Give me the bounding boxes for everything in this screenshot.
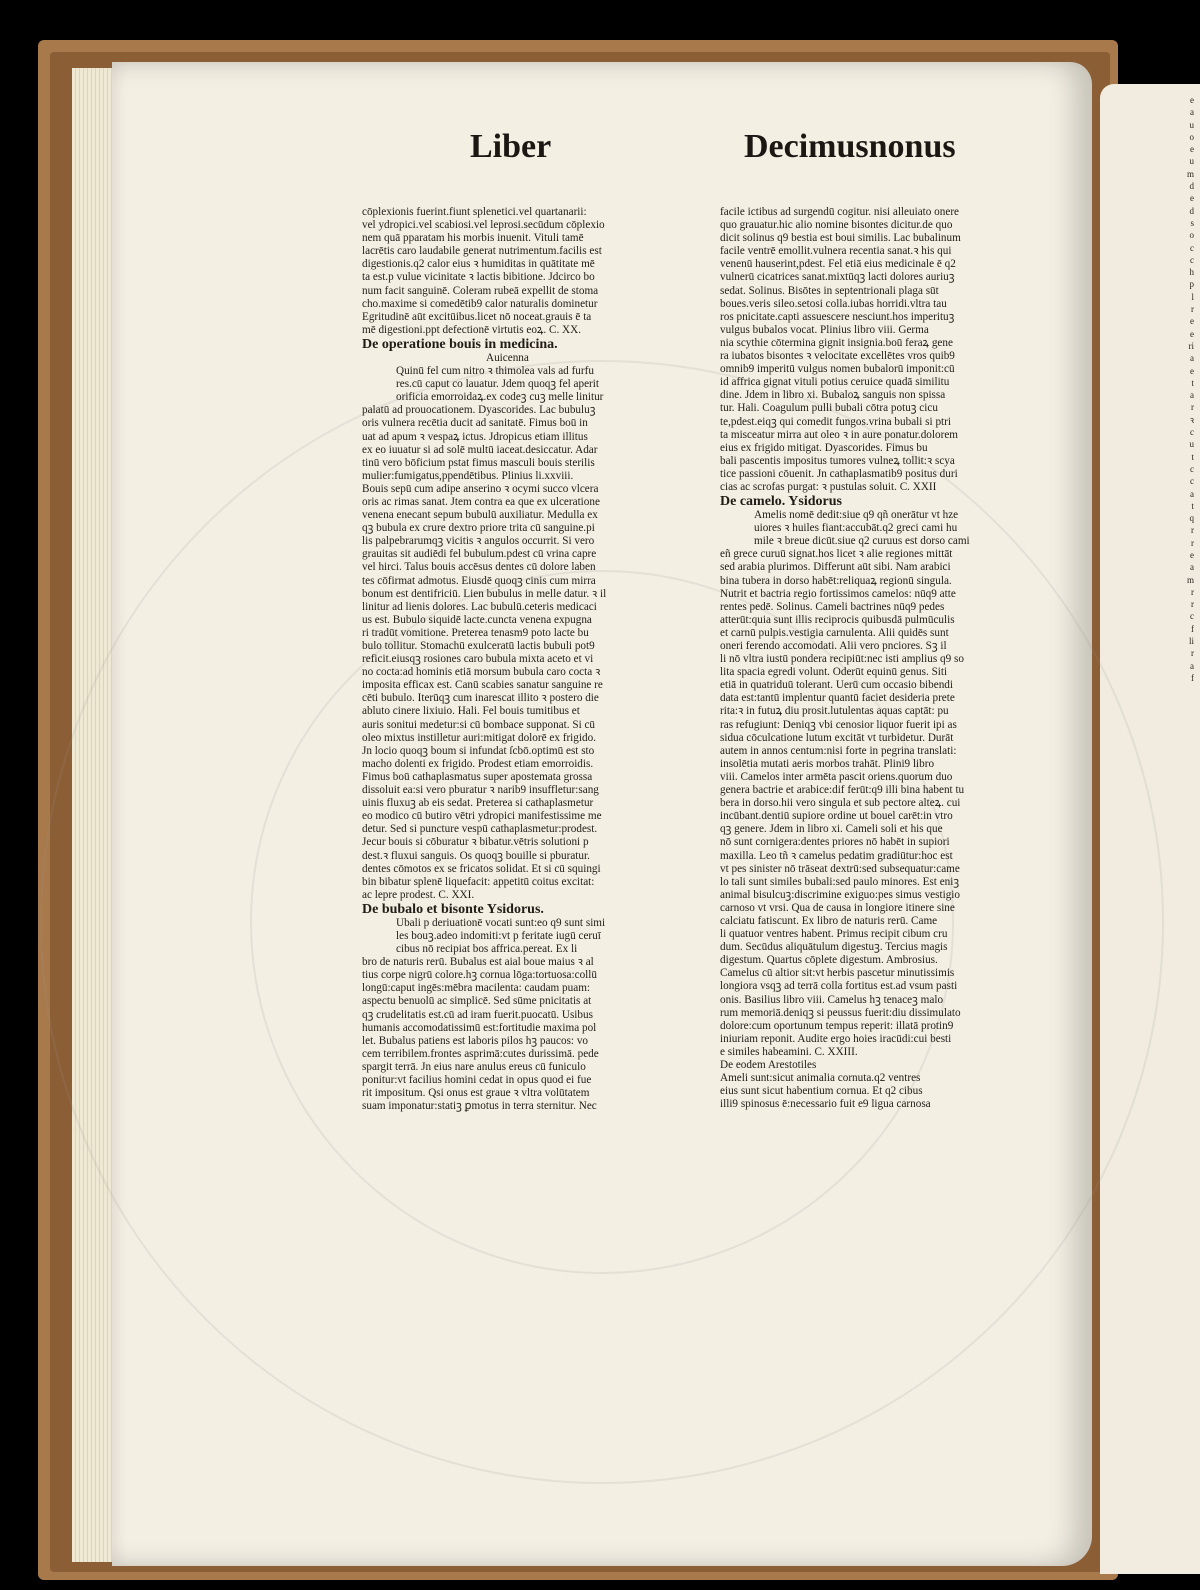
text-line: ta misceatur mirra aut oleo ꝛ in aure ponatur.dolorem [720,428,958,441]
facing-page-fragment: u [1189,119,1194,130]
text-line: les bouꝫ.adeo indomiti:vt p feritate iugū ceruī [396,929,601,942]
text-line: longiora vsqꝫ ad terrā colla fortitus est.ad vsum pasti [720,980,958,993]
text-line: nem quā pparatam his morbis inuenit. Vituli tamē [362,232,584,245]
text-line: linitur ad lienis dolores. Lac bubulū.ceteris medicaci [362,600,597,613]
text-line: maxilla. Leo tñ ꝛ camelus pedatim gradiūtur:hoc est [720,849,953,862]
text-line: bin bibatur splenē liquefacit: appetitū coitus excitat: [362,875,595,888]
text-line: cēti bubulo. Iterūqꝫ cum inarescat illito ꝛ postero die [362,692,599,705]
text-line: dicit solinus q9 bestia est boui similis. Lac bubalinum [720,232,961,245]
facing-page-fragment: u [1189,439,1194,450]
text-line: vulnerū cicatrices sanat.mixtūqꝫ lacti dolores auriuꝫ [720,271,955,284]
text-line: tius corpe nigrū colore.hꝫ cornua lōga:tortuosa:collū [362,969,597,982]
text-line: Fimus boū cathaplasmatus super apostemata grossa [362,770,593,783]
text-column-left [362,206,658,1113]
text-line: animal bisulcuꝫ:discrimine exiguo:pes simus vestigio [720,888,961,901]
facing-page-fragment: e [1190,365,1194,376]
text-line: dolore:cum oportunum tempus reperit: illatā protin9 [720,1019,954,1032]
text-line: bro de naturis rerū. Bubalus est aial boue maius ꝛ al [362,956,594,969]
text-line: cōplexionis fuerint.fiunt splenetici.vel quartanarii: [362,206,587,218]
text-line: calciatu fatiscunt. Ex libro de naturis rerū. Came [720,914,938,927]
text-line: rum memoriā.deniqꝫ si peussus fuerit:diu dissimulato [720,1006,961,1019]
text-line: tice passioni cōuenit. Jn cathaplasmatib9 positus duri [720,467,958,480]
facing-page-fragment: q [1189,513,1194,524]
text-line: De camelo. Ysidorus [720,494,842,510]
text-line: venenū hauserint,pdest. Fel etiā eius medicinale ē q2 [720,258,956,271]
text-line: no cocta:ad hominis etiā morsum bubula caro cocta ꝛ [362,666,601,679]
text-line: e similes habeamini. C. XXIII. [720,1045,858,1058]
text-line: cias ac scrofas purgat: ꝛ pustulas soluit. C. XXII [720,480,937,493]
facing-page-fragment: e [1190,316,1194,327]
text-line: sed arabia plurimos. Differunt aūt sibi. Nam arabici [720,561,951,574]
facing-page-fragment: d [1189,181,1194,192]
text-line: bonum est dentifriciū. Lien bubulus in melle datur. ꝛ il [362,587,607,600]
facing-page-fragment: li [1188,636,1194,647]
facing-page-fragment: m [1186,168,1194,179]
text-line: qꝫ crudelitatis est.cū ad iram fuerit.puocatū. Usibus [362,1008,593,1021]
text-line: Egritudinē aūt excitūibus.licet nō noceat.grauis ē ta [362,310,592,323]
text-line: qꝫ bubula ex crure dextro priore trita cū sanguine.pi [362,522,595,535]
text-line: mē digestioni.ppt defectionē virtutis eoꝝ. C. XX. [362,323,581,336]
text-line: etiā in quatriduū tolerant. Uerū cum occasio bibendi [720,679,953,692]
text-line: num facit sanguinē. Coleram rubeā expellit de stoma [362,284,599,297]
text-line: macho dolenti ex frigido. Prodest etiam emorroidis. [362,757,594,770]
text-line: ac lepre prodest. C. XXI. [362,888,475,901]
facing-page-fragment: ri [1188,340,1194,351]
facing-page-fragment: u [1189,156,1194,167]
text-line: Nutrit et bactria regio fortissimos camelos: nūq9 atte [720,587,956,600]
text-line: illi9 spinosus ē:necessario fuit e9 ligua carnosa [720,1098,931,1111]
text-line: abluto cinere lixiuio. Hali. Fel bouis tumitibus et [362,705,580,718]
text-line: facile ictibus ad surgendū cogitur. nisi alleuiato onere [720,206,960,218]
text-line: Bouis sepū cum adipe anserino ꝛ ocymi succo vlcera [362,482,599,495]
facing-page-fragment: l [1191,291,1194,302]
text-line: lita spacia egredi volunt. Oderūt equinū genus. Siti [720,666,948,679]
text-line: boues.veris sileo.setosi colla.iubas horridi.vltra tau [720,297,947,310]
facing-page-fragment: c [1190,611,1194,622]
text-line: Ameli sunt:sicut animalia cornuta.q2 ventres [720,1072,921,1085]
text-line: ta est.p vulue vicinitate ꝛ lactis bibitione. Jdcirco bo [362,271,595,284]
facing-page-fragment: a [1190,353,1194,364]
facing-page-fragment: c [1190,242,1194,253]
text-line: onis. Basilius libro viii. Camelus hꝫ tenaceꝫ malo [720,993,944,1006]
text-line: vt pes sinister nō trāseat dextrū:sed subsequatur:came [720,862,960,875]
text-line: autem in annos centum:nisi forte in pegrina translati: [720,744,957,757]
text-line: vel hirci. Talus bouis accēsus dentes cū dolore laben [362,561,596,574]
text-line: palatū ad prouocationem. Dyascorides. Lac bubuluꝫ [362,404,596,417]
facing-page-fragment: c [1190,476,1194,487]
text-line: De operatione bouis in medicina. [362,336,558,352]
text-line: aspectu benuolū ac simplicē. Sed sūme pnicitatis at [362,995,592,1008]
facing-page-fragment: o [1189,131,1194,142]
text-line: carnoso vt vrsi. Qua de causa in longiore itinere sine [720,901,955,914]
text-line: eo modico cū butiro vētri ydropici manifestissime me [362,810,602,823]
text-line: tur. Hali. Coagulum pulli bubali cōtra potuꝫ cicu [720,402,938,415]
facing-page [1100,84,1200,1574]
text-line: bina tubera in dorso habēt:reliquaꝝ regionū singula. [720,574,952,587]
facing-page-text [1110,94,1194,1564]
text-line: humanis accomodatissimū est:fortitudie maxima pol [362,1021,597,1034]
facing-page-fragment: p [1189,279,1194,290]
text-line: bali pascentis impositus tumores vulneꝝ tollit:ꝛ scya [720,454,955,467]
facing-page-fragment: f [1191,672,1194,683]
text-line: sedat. Solinus. Bisōtes in septentrionali plaga sūt [720,284,939,297]
facing-page-fragment: a [1190,390,1194,401]
text-line: mulier:fumigatus,ppendētibus. Plinius li.xxviii. [362,469,574,482]
text-line: eñ grece curuū signat.hos licet ꝛ alie regiones mittāt [720,548,953,561]
facing-page-fragment: r [1191,648,1194,659]
facing-page-fragment: e [1190,549,1194,560]
text-line: suam imponatur:statiꝫ ꝑmotus in terra sternitur. Nec [362,1100,597,1113]
text-line: insolētia mutati aeris morbos trahāt. Plini9 libro [720,757,935,770]
running-head-left: Liber [470,128,552,165]
text-line: oris vulnera recētia ducit ad sanitatē. Fimus boū in [362,417,588,430]
text-line: auris sonitui medetur:si cū bombace supponat. Si cū [362,718,596,731]
text-line: Auicenna [486,351,529,364]
text-line: bera in dorso.hii vero singula et sub pectore alteꝝ. cui [720,797,961,810]
facing-page-fragment: e [1190,328,1194,339]
text-line: rentes pedē. Solinus. Cameli bactrines nūq9 pedes [720,600,945,613]
text-line: De eodem Arestotiles [720,1059,817,1071]
text-line: id affrica gignat vituli potius ceruice quadā similitu [720,376,950,389]
text-line: iniuriam reponit. Audite ergo hoies iracūdi:cui besti [720,1032,952,1045]
text-line: lo tali sunt similes bubali:sed paulo minores. Est eniꝫ [720,875,960,888]
text-line: lis palpebrarumqꝫ vicitis ꝛ angulos occurrit. Si vero [362,535,595,548]
facing-page-fragment: a [1190,488,1194,499]
facing-page-fragment: h [1189,267,1194,278]
text-line: viii. Camelos inter armēta pascit oriens.quorum duo [720,770,953,783]
text-line: orificia emorroidaꝝ.ex codeꝫ cuꝫ melle linitur [396,391,604,404]
text-line: ponitur:vt facilius homini cedat in opus quod ei fue [362,1074,592,1086]
text-line: eius sunt sicut habentium cornua. Et q2 cibus [720,1085,923,1098]
text-line: grauitas sit audiēdi fel bubulum.pdest cū vrina capre [362,548,597,561]
text-line: rita:ꝛ in futuꝝ diu prosit.lutulentas aquas captāt: pu [720,705,949,718]
text-line: nia scythie cōtermina gignit insignia.boū feraꝝ gene [720,336,953,349]
text-line: nō sunt cornigera:dentes priores nō habēt in supiori [720,836,950,849]
running-head-right: Decimusnonus [744,128,956,165]
facing-page-fragment: e [1190,144,1194,155]
text-line: rit impositum. Qsi onus est graue ꝛ vltra volūtatem [362,1087,590,1100]
facing-page-fragment: r [1191,599,1194,610]
text-line: atterūt:quia sunt illis reciprocis quibusdā pulmūculis [720,613,955,626]
text-line: cho.maxime si comedētib9 calor naturalis dominetur [362,297,598,310]
text-line: longū:caput ingēs:mēbra macilenta: caudam puam: [362,982,591,995]
text-line: reficit.eiusqꝫ rosiones caro bubula mixta aceto et vi [362,653,594,666]
text-line: res.cū caput co lauatur. Jdem quoqꝫ fel aperit [396,378,599,391]
facing-page-fragment: r [1191,525,1194,536]
text-line: us est. Bubulo siquidē lacte.cuncta venena expugna [362,613,592,626]
text-line: ra iubatos bisontes ꝛ velocitate excellētes vros quib9 [720,350,955,363]
text-line: oneri ferendo accomodati. Alii vero pnciores. Sꝫ il [720,640,947,652]
text-line: digestionis.q2 calor eius ꝛ humiditas in quātitate mē [362,258,595,271]
facing-page-fragment: c [1190,254,1194,265]
text-line: ri tradūt vomitione. Preterea tenasm9 poto lacte bu [362,626,589,639]
text-line: omnib9 imperitū vulgus nomen bubalorū imponit:cū [720,363,955,376]
text-line: uiores ꝛ huiles fiant:accubāt.q2 greci cami hu [754,522,958,535]
text-line: genera bactrie et arabice:dif ferūt:q9 illi bina habent tu [720,784,965,797]
facing-page-fragment: f [1191,623,1194,634]
facing-page-fragment: c [1190,427,1194,438]
text-line: oris ac rimas sanat. Jtem contra ea que ex ulceratione [362,495,600,508]
text-line: quo grauatur.hic alio nomine bisontes dicitur.de quo [720,219,953,232]
text-line: bulo tollitur. Stomachū exulceratū lactis bubuli pot9 [362,640,595,652]
text-line: ros pnicitate.capti assuescere nesciunt.hos imperituꝫ [720,310,955,323]
text-line: vulgus bubalos vocat. Plinius libro viii. Germa [720,323,929,336]
text-line: imposita efficax est. Canū scabies sanatur sanguine re [362,679,603,692]
facing-page-fragment: a [1190,660,1194,671]
text-line: oleo mixtus instilletur auri:mitigat dolorē ex frigido. [362,731,596,744]
text-line: dissoluit ea:si vero pburatur ꝛ narib9 insuffletur:sang [362,784,599,797]
text-line: lacrētis caro laudabile generat nutrimentum.facilis est [362,245,602,258]
text-line: ras refugiunt: Deniqꝫ vbi cenosior liquor fuerit ipi as [720,718,957,731]
facing-page-fragment: r [1191,304,1194,315]
facing-page-fragment: o [1189,230,1194,241]
text-line: uat ad apum ꝛ vespaꝝ ictus. Jdropicus etiam illitus [362,430,588,443]
facing-page-fragment: e [1190,193,1194,204]
text-line: Quinū fel cum nitro ꝛ thimolea vals ad furfu [396,365,594,378]
text-line: incūbant.dentiū supiore ordine ut bouel carēt:in vtro [720,810,953,823]
facing-page-fragment: e [1190,95,1194,105]
text-line: tinū vero bōficium pstat fimus masculi bouis sterilis [362,456,595,469]
text-line: tes cōfirmat admotus. Eiusdē quoqꝫ cinis cum mirra [362,574,596,587]
facing-page-fragment: a [1190,107,1194,118]
facing-page-fragment: s [1190,217,1194,228]
text-line: dum. Secūdus aliquātulum digestuꝫ. Tercius magis [720,941,948,954]
text-line: uinis fluxuꝫ ab eis sedat. Preterea si cathaplasmetur [362,797,594,810]
text-line: venena enecant sepum bubulū auxiliatur. Medulla ex [362,509,598,522]
text-line: Jecur bouis si cōburatur ꝛ bibatur.vētris solutioni p [362,836,589,849]
facing-page-fragment: t [1191,377,1194,388]
text-column-right [720,206,1020,1111]
text-line: ex eo iuuatur si ad solē multū iaceat.desiccatur. Adar [362,443,598,456]
text-line: facile ventrē emollit.vulnera recentia sanat.ꝛ his qui [720,245,952,258]
facing-page-fragment: d [1189,205,1194,216]
text-line: cem terribilem.frontes asprimā:cutes durissimā. pede [362,1047,599,1060]
facing-page-fragment: m [1186,574,1194,585]
text-line: li quatuor ventres habent. Primus recipit cibum cru [720,928,948,941]
text-line: cibus nō recipiat bos affrica.pereat. Ex li [396,943,578,956]
facing-page-fragment: c [1190,463,1194,474]
text-line: De bubalo et bisonte Ysidorus. [362,901,544,917]
facing-page-fragment: r [1191,537,1194,548]
text-line: vel ydropici.vel scabiosi.vel leprosi.secūdum cōplexio [362,219,605,232]
text-line: eius ex frigido mitigat. Dyascorides. Fimus bu [720,441,928,454]
text-line: let. Bubalus patiens est laboris pilos hꝫ paucos: vo [362,1034,589,1047]
text-line: Camelus cū altior sit:vt herbis pascetur minutissimis [720,967,955,980]
text-line: dine. Jdem in libro xi. Bubaloꝝ sanguis non spissa [720,389,946,402]
text-line: et carnū pulpis.vestigia carnulenta. Alii quidēs sunt [720,626,949,639]
text-line: li nō vltra iustū pondera recipiūt:nec isti amplius q9 so [720,653,964,666]
text-line: qꝫ genere. Jdem in libro xi. Cameli soli et his que [720,823,943,836]
text-line: Amelis nomē dedit:siue q9 qñ onerātur vt hze [754,509,959,522]
text-line: digestum. Quartus cōplete digestum. Ambrosius. [720,954,938,967]
text-line: Ubali p deriuationē vocati sunt:eo q9 sunt simi [396,916,606,929]
text-line: data est:tantū implentur quantū faciet desideria prete [720,692,955,705]
facing-page-fragment: ꝛ [1189,414,1194,425]
text-line: te,pdest.eiqꝫ qui comedit fungos.vrina bubali si ptri [720,415,951,428]
facing-page-fragment: a [1190,562,1194,573]
facing-page-fragment: t [1191,451,1194,462]
facing-page-fragment: t [1191,500,1194,511]
text-line: dest.ꝛ fluxui sanguis. Os quoqꝫ bouille si pburatur. [362,849,590,862]
text-line: detur. Sed si puncture vespū cathaplasmetur:prodest. [362,823,598,836]
facing-page-fragment: r [1191,402,1194,413]
text-line: spargit terrā. Jn eius nare anulus ereus cū funiculo [362,1060,586,1073]
text-line: sidua cōculcatione lutum excitāt vt turbidetur. Durāt [720,731,954,744]
facing-page-fragment: r [1191,586,1194,597]
text-line: Jn locio quoqꝫ boum si infundat ſcbō.optimū est sto [362,744,595,757]
text-line: mile ꝛ breue dicūt.siue q2 curuus est dorso cami [754,535,970,548]
text-line: dentes cōmotos ex se fricatos solidat. Et si cū squingi [362,862,601,875]
